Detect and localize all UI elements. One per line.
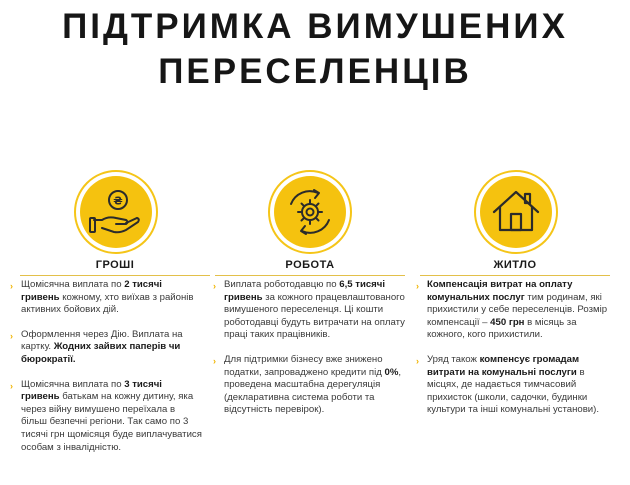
bold-text: 0%	[384, 366, 399, 378]
text: Уряд також	[427, 353, 480, 365]
bold-text: 450 грн	[490, 316, 525, 328]
text: Виплата роботодавцю по	[224, 279, 340, 290]
gear-cycle-icon	[274, 176, 346, 248]
column-heading-work: РОБОТА	[285, 259, 335, 271]
column-money-body	[10, 279, 202, 466]
text: Щомісячна виплата по	[21, 378, 125, 390]
bullet-arrow-icon: ›	[10, 380, 13, 391]
text: , проведена масштабна дерегуляція (декларативна система роботи та відсутність перевірок).	[224, 366, 402, 416]
bold-text: Жодних зайвих паперів чи бюрократії.	[21, 341, 181, 365]
bullet-arrow-icon: ›	[416, 355, 419, 366]
text: Щомісячна виплата по	[21, 279, 125, 290]
bold-text: компенсує громадам витрати на комунальні послуги	[427, 353, 580, 378]
text: кожному, хто виїхав з районів активних бойових дій.	[21, 291, 194, 316]
bold-text: 6,5 тисячі гривень	[224, 279, 386, 303]
svg-text:₴: ₴	[113, 194, 123, 208]
text: за кожного працевлаштованого вимушеного переселенця. Ці кошти роботодавці будуть витрачати на оплату праці таких працівників.	[224, 291, 405, 341]
bullet-arrow-icon: ›	[213, 355, 216, 366]
divider	[215, 275, 405, 276]
text: тим родинам, які прихистили у себе переселенців. Розмір компенсації –	[427, 291, 608, 328]
house-icon	[480, 176, 552, 248]
text: в місцях, де надається тимчасовий прихисток (школи, садочки, будинки культури та інші комунальні установи).	[427, 366, 600, 416]
text: в місяць за кожного, кого прихистили.	[427, 316, 577, 341]
column-housing-body	[416, 279, 610, 429]
text: батькам на кожну дитину, яка через війну вимушено переїхала в більш безпечні регіони. Так само по 3 тисячі грн щомісяця буде виплачуватися особам з інвалідністю.	[21, 391, 202, 453]
page-title-line-1: ПІДТРИМКА ВИМУШЕНИХ	[62, 7, 568, 46]
column-heading-money: ГРОШІ	[95, 259, 135, 271]
bullet-item	[213, 279, 405, 342]
hand-coin-icon	[80, 176, 152, 248]
bullet-arrow-icon: ›	[10, 330, 13, 341]
bold-text: 2 тисячі гривень	[21, 279, 162, 303]
divider	[420, 275, 610, 276]
text: Для підтримки бізнесу вже знижено податки, запроваджено кредити під	[224, 353, 385, 378]
text: Оформлення через Дію. Виплата на картку.	[21, 328, 183, 353]
work-icon-badge	[268, 170, 352, 254]
bullet-item	[416, 354, 610, 417]
column-work-body	[213, 279, 405, 429]
bullet-arrow-icon: ›	[416, 281, 419, 291]
housing-icon-badge	[474, 170, 558, 254]
bullet-item	[10, 329, 202, 367]
bold-text: 3 тисячі гривень	[21, 378, 162, 403]
column-heading-housing: ЖИТЛО	[493, 259, 537, 271]
money-icon-badge	[74, 170, 158, 254]
page-title-line-2: ПЕРЕСЕЛЕНЦІВ	[158, 52, 472, 91]
bullet-item	[10, 379, 202, 455]
bullet-item	[416, 279, 610, 342]
bold-text: Компенсація витрат на оплату комунальних послуг	[427, 279, 573, 303]
bullet-item	[10, 279, 202, 317]
divider	[20, 275, 210, 276]
bullet-arrow-icon: ›	[213, 281, 216, 291]
bullet-arrow-icon: ›	[10, 281, 13, 291]
bullet-item	[213, 354, 405, 417]
